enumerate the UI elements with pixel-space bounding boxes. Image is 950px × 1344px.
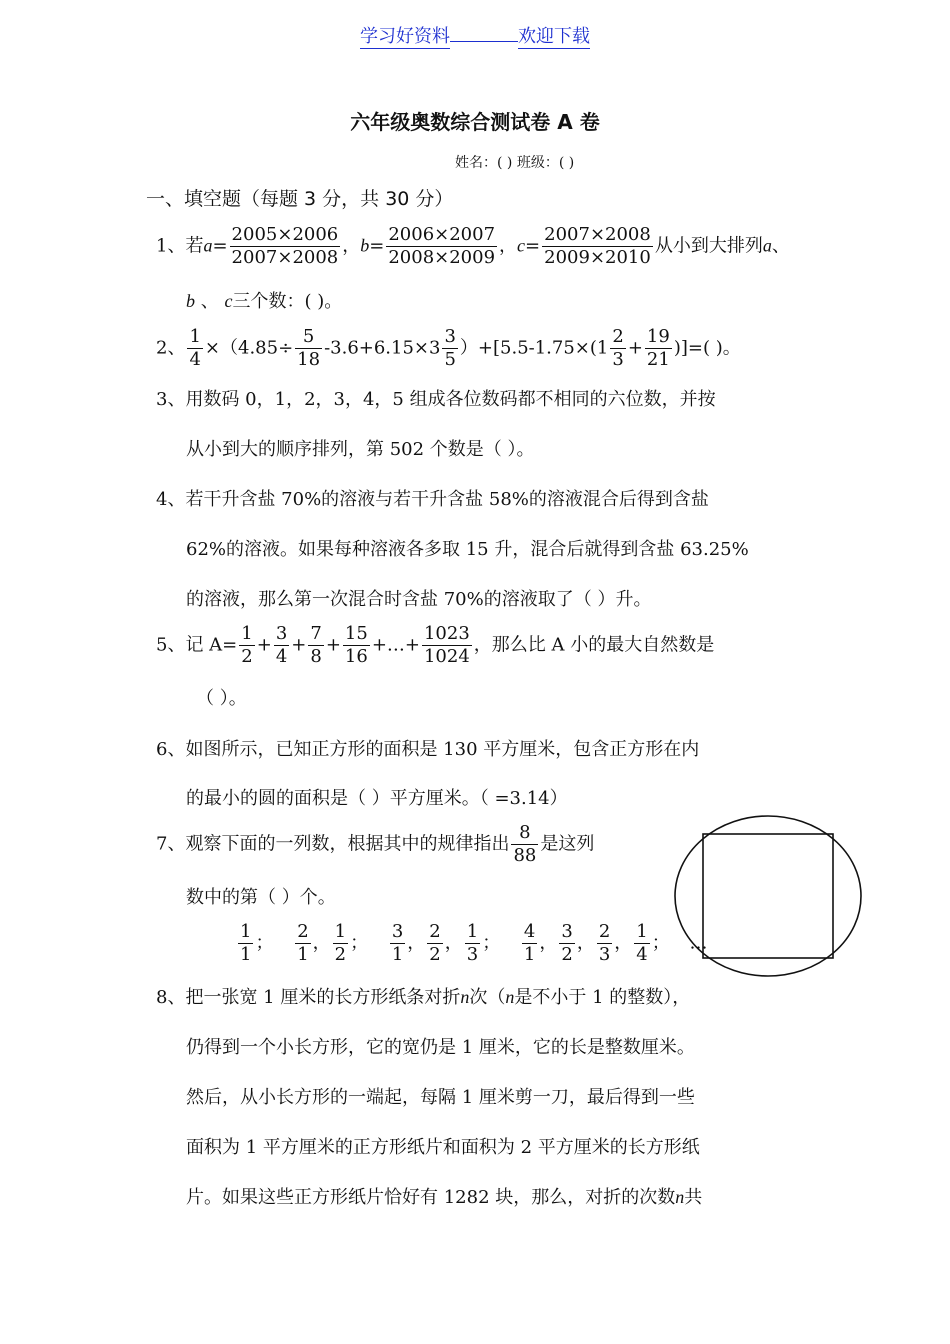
question-3-line-2: 从小到大的顺序排列，第 502 个数是（ ）。: [186, 439, 535, 460]
question-5-line-2: （ ）。: [196, 688, 247, 709]
question-7-line-2: 数中的第（ ）个。: [186, 887, 336, 908]
question-8-line-2: 仍得到一个小长方形，它的宽仍是 1 厘米，它的长是整数厘米。: [186, 1037, 695, 1058]
question-8-line-5: 片。如果这些正方形纸片恰好有 1282 块，那么，对折的次数n共: [186, 1187, 703, 1208]
question-2: 2、 $\frac{1}{4}$ ×（4.85÷ $\frac{5}{18}$ -3.6+6.15×3 $\frac{3}{5}$ ）+[5.5-1.75×(1 $\frac{2}{3}$ + $\frac{19}{21}$ )]=( )。: [156, 326, 741, 370]
question-3: 3、用数码 0，1，2，3，4，5 组成各位数码都不相同的六位数，并按: [156, 389, 716, 410]
name-class-line: 姓名：( ) 班级：( ): [455, 155, 575, 171]
fraction-b: $\frac{2006\times 2007}{2008\times 2009}$: [388, 224, 496, 268]
fraction-c: $\frac{2007\times 2008}{2009\times 2010}$: [544, 224, 651, 268]
question-4-line-2: 62%的溶液。如果每种溶液各多取 15 升，混合后就得到含盐 63.25%: [186, 539, 749, 560]
number-sequence: $\frac{1}{1}$ ； $\frac{2}{1}$ ， $\frac{1}{2}$ ； $\frac{3}{1}$ ， $\frac{2}{2}$ ， $\frac{1}{3}$ ； $\frac{4}{1}$ ， $\frac{3}{2}$ ， $\frac{2}{3}$ ， $\frac{1}{4}$ ； …: [240, 921, 708, 965]
question-4-line-3: 的溶液，那么第一次混合时含盐 70%的溶液取了（ ）升。: [186, 589, 652, 610]
page-header: [0, 22, 950, 48]
question-8: 8、把一张宽 1 厘米的长方形纸条对折n次（n是不小于 1 的整数），: [156, 987, 691, 1008]
question-1-line-2: b 、 c三个数：( )。: [186, 291, 343, 312]
square-shape: [703, 834, 833, 958]
question-5: 5、记 A= $\frac{1}{2}$ + $\frac{3}{4}$ + $\frac{7}{8}$ + $\frac{15}{16}$ +…+ $\frac{1023}{1024}$ ，那么比 A 小的最大自然数是: [156, 623, 715, 667]
circle-square-figure: [672, 814, 864, 978]
page-title: 六年级奥数综合测试卷 A 卷: [350, 110, 600, 134]
section-title: 一、填空题（每题 3 分，共 30 分）: [146, 188, 454, 210]
question-6: 6、如图所示，已知正方形的面积是 130 平方厘米，包含正方形在内: [156, 739, 700, 760]
header-underline: [450, 27, 518, 42]
question-7: 7、观察下面的一列数，根据其中的规律指出 $\frac{8}{88}$ 是这列: [156, 822, 595, 866]
question-4: 4、若干升含盐 70%的溶液与若干升含盐 58%的溶液混合后得到含盐: [156, 489, 709, 510]
header-left: 学习好资料: [360, 26, 450, 47]
fraction-a: $\frac{2005\times 2006}{2007\times 2008}$: [231, 224, 339, 268]
question-6-line-2: 的最小的圆的面积是（ ）平方厘米。（ =3.14）: [186, 788, 568, 809]
question-8-line-4: 面积为 1 平方厘米的正方形纸片和面积为 2 平方厘米的长方形纸: [186, 1137, 700, 1158]
question-8-line-3: 然后，从小长方形的一端起，每隔 1 厘米剪一刀，最后得到一些: [186, 1087, 695, 1108]
question-1: 1、若a= $\frac{2005\times 2006}{2007\times 2008}$ ，b= $\frac{2006\times 2007}{2008\times 2009}$ ，c= $\frac{2007\times 2008}{2009\times 2010}$ 从小到大排列a、: [156, 224, 790, 268]
header-right: 欢迎下载: [518, 26, 590, 47]
var-a: a: [203, 235, 213, 256]
q1-num: 1、若: [156, 235, 204, 257]
